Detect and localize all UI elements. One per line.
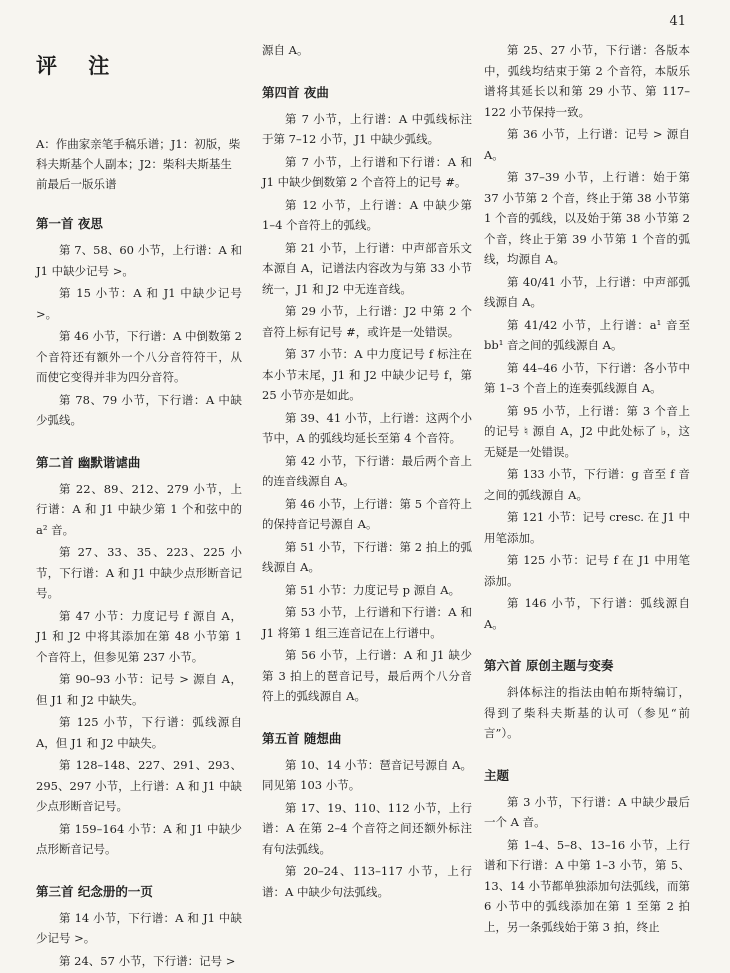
section-heading: 第一首 夜思 xyxy=(36,216,103,231)
column-1-body xyxy=(36,214,242,971)
page-number: 41 xyxy=(669,14,686,29)
note-paragraph: 第 39、41 小节，上行谱：这两个小节中，A 的弧线均延长至第 4 个音符。 xyxy=(262,410,472,445)
section-heading: 第二首 幽默谐谑曲 xyxy=(36,454,141,470)
note-paragraph: 第 7 小节，上行谱：A 中弧线标注于第 7–12 小节，J1 中缺少弧线。 xyxy=(262,111,472,146)
note-paragraph: 第 51 小节：力度记号 p 源自 A。 xyxy=(285,582,461,597)
note-continuation: 源自 A。 xyxy=(262,43,309,57)
note-paragraph: 第 22、89、212、279 小节，上行谱：A 和 J1 中缺少第 1 个和弦中的 a² 音。 xyxy=(36,481,242,537)
section-heading: 第三首 纪念册的一页 xyxy=(36,883,153,899)
note-paragraph: 第 78、79 小节，下行谱：A 中缺少弧线。 xyxy=(36,392,242,427)
note-paragraph: 第 14 小节，下行谱：A 和 J1 中缺少记号 >。 xyxy=(36,910,242,945)
note-paragraph: 第 56 小节，上行谱：A 和 J1 缺少第 3 拍上的琶音记号，最后两个八分音符上的弧线源自 A。 xyxy=(262,648,472,703)
note-paragraph: 第 159–164 小节：A 和 J1 中缺少点形断音记号。 xyxy=(36,821,242,856)
note-paragraph: 第 128–148、227、291、293、295、297 小节，上行谱：A 和 J1 中缺少点形断音记号。 xyxy=(36,758,242,813)
note-paragraph: 第 133 小节，下行谱：g 音至 f 音之间的弧线源自 A。 xyxy=(484,467,690,502)
note-paragraph: 第 17、19、110、112 小节，上行谱：A 在第 2–4 个音符之间还额外标注有句法弧线。 xyxy=(262,800,472,856)
page-title: 评 注 xyxy=(36,54,122,78)
note-paragraph: 第 125 小节，下行谱：弧线源自 A，但 J1 和 J2 中缺失。 xyxy=(36,715,242,750)
section-heading: 第五首 随想曲 xyxy=(262,730,342,746)
note-paragraph: 第 7 小节，上行谱和下行谱：A 和 J1 中缺少倒数第 2 个音符上的记号 #。 xyxy=(262,154,472,189)
note-paragraph: 第 51 小节，下行谱：第 2 拍上的弧线源自 A。 xyxy=(262,539,472,574)
section-heading: 第四首 夜曲 xyxy=(262,84,329,100)
note-paragraph: 第 29 小节，上行谱：J2 中第 2 个音符上标有记号 #，或许是一处错误。 xyxy=(262,304,472,339)
note-paragraph: 第 7、58、60 小节，上行谱：A 和 J1 中缺少记号 >。 xyxy=(36,243,242,278)
note-paragraph: 第 46 小节，上行谱：第 5 个音符上的保持音记号源自 A。 xyxy=(262,496,472,531)
note-paragraph: 第 24、57 小节，下行谱：记号 > xyxy=(59,953,236,968)
note-paragraph: 第 12 小节，上行谱：A 中缺少第 1–4 个音符上的弧线。 xyxy=(262,197,472,232)
note-paragraph: 第 27、33、35、223、225 小节，下行谱：A 和 J1 中缺少点形断音记号。 xyxy=(36,545,242,600)
note-paragraph: 第 47 小节：力度记号 f 源自 A，J1 和 J2 中将其添加在第 48 小节第 1 个音符上，但参见第 237 小节。 xyxy=(36,608,242,664)
note-paragraph: 第 40/41 小节，上行谱：中声部弧线源自 A。 xyxy=(484,274,690,309)
note-paragraph: 第 20–24、113–117 小节，上行谱：A 中缺少句法弧线。 xyxy=(262,864,472,899)
note-paragraph: 第 1–4、5–8、13–16 小节，上行谱和下行谱：A 中第 1–3 小节，第 5、13、14 小节都单独添加句法弧线，而第 6 小节中的弧线添加在第 1 至第 2 拍上，另一条弧线始于第 3 拍，终止 xyxy=(484,837,690,934)
note-paragraph: 第 41/42 小节，上行谱：a¹ 音至 bb¹ 音之间的弧线源自 A。 xyxy=(484,317,690,352)
column-2 xyxy=(262,40,472,904)
note-paragraph: 第 95 小节，上行谱：第 3 个音上的记号 ♮ 源自 A，J2 中此处标了 ♭，这无疑是一处错误。 xyxy=(484,403,690,459)
column-2-body xyxy=(262,40,472,902)
section-heading: 主题 xyxy=(484,767,510,783)
column-3 xyxy=(484,40,690,939)
note-paragraph: 第 46 小节，下行谱：A 中倒数第 2 个音符还有额外一个八分音符符干，从而使它变得并非为四分音符。 xyxy=(36,329,242,384)
note-paragraph: 第 121 小节：记号 cresc. 在 J1 中用笔添加。 xyxy=(484,510,690,545)
column-3-body xyxy=(484,40,690,937)
note-paragraph: 第 37 小节：A 中力度记号 f 标注在本小节末尾，J1 和 J2 中缺少记号 f，第 25 小节亦是如此。 xyxy=(262,347,472,402)
note-paragraph: 第 146 小节，下行谱：弧线源自 A。 xyxy=(484,596,690,631)
source-key: A：作曲家亲笔手稿乐谱；J1：初版，柴科夫斯基个人副本；J2：柴科夫斯基生前最后一版乐谱 xyxy=(36,137,241,191)
note-paragraph: 第 90–93 小节：记号 > 源自 A，但 J1 和 J2 中缺失。 xyxy=(36,672,242,707)
note-paragraph: 第 53 小节，上行谱和下行谱：A 和 J1 将第 1 组三连音记在上行谱中。 xyxy=(262,605,472,640)
note-paragraph: 第 42 小节，下行谱：最后两个音上的连音线源自 A。 xyxy=(262,453,472,488)
note-paragraph: 第 21 小节，上行谱：中声部音乐文本源自 A，记谱法内容改为与第 33 小节统一，J1 和 J2 中无连音线。 xyxy=(262,240,472,296)
note-paragraph: 第 36 小节，上行谱：记号 > 源自 A。 xyxy=(484,127,690,162)
column-1 xyxy=(36,40,242,973)
note-paragraph: 第 15 小节：A 和 J1 中缺少记号 >。 xyxy=(36,286,242,321)
note-paragraph: 第 25、27 小节，下行谱：各版本中，弧线均结束于第 2 个音符，本版乐谱将其延长以和第 29 小节、第 117–122 小节保持一致。 xyxy=(484,43,690,119)
note-paragraph: 第 3 小节，下行谱：A 中缺少最后一个 A 音。 xyxy=(484,794,690,829)
note-paragraph: 第 10、14 小节：琶音记号源自 A。同见第 103 小节。 xyxy=(262,757,472,792)
note-paragraph: 第 37–39 小节，上行谱：始于第 37 小节第 2 个音，终止于第 38 小节第 1 个音的弧线，以及始于第 38 小节第 2 个音，终止于第 39 小节第 1 个音的弧线，均源自 A。 xyxy=(484,170,690,266)
note-paragraph: 第 125 小节：记号 f 在 J1 中用笔添加。 xyxy=(484,553,690,588)
section-heading: 第六首 原创主题与变奏 xyxy=(484,658,614,673)
note-paragraph: 斜体标注的指法由帕布斯特编订，得到了柴科夫斯基的认可（参见“前言”）。 xyxy=(484,685,690,740)
note-paragraph: 第 44–46 小节，下行谱：各小节中第 1–3 个音上的连奏弧线源自 A。 xyxy=(484,360,690,395)
